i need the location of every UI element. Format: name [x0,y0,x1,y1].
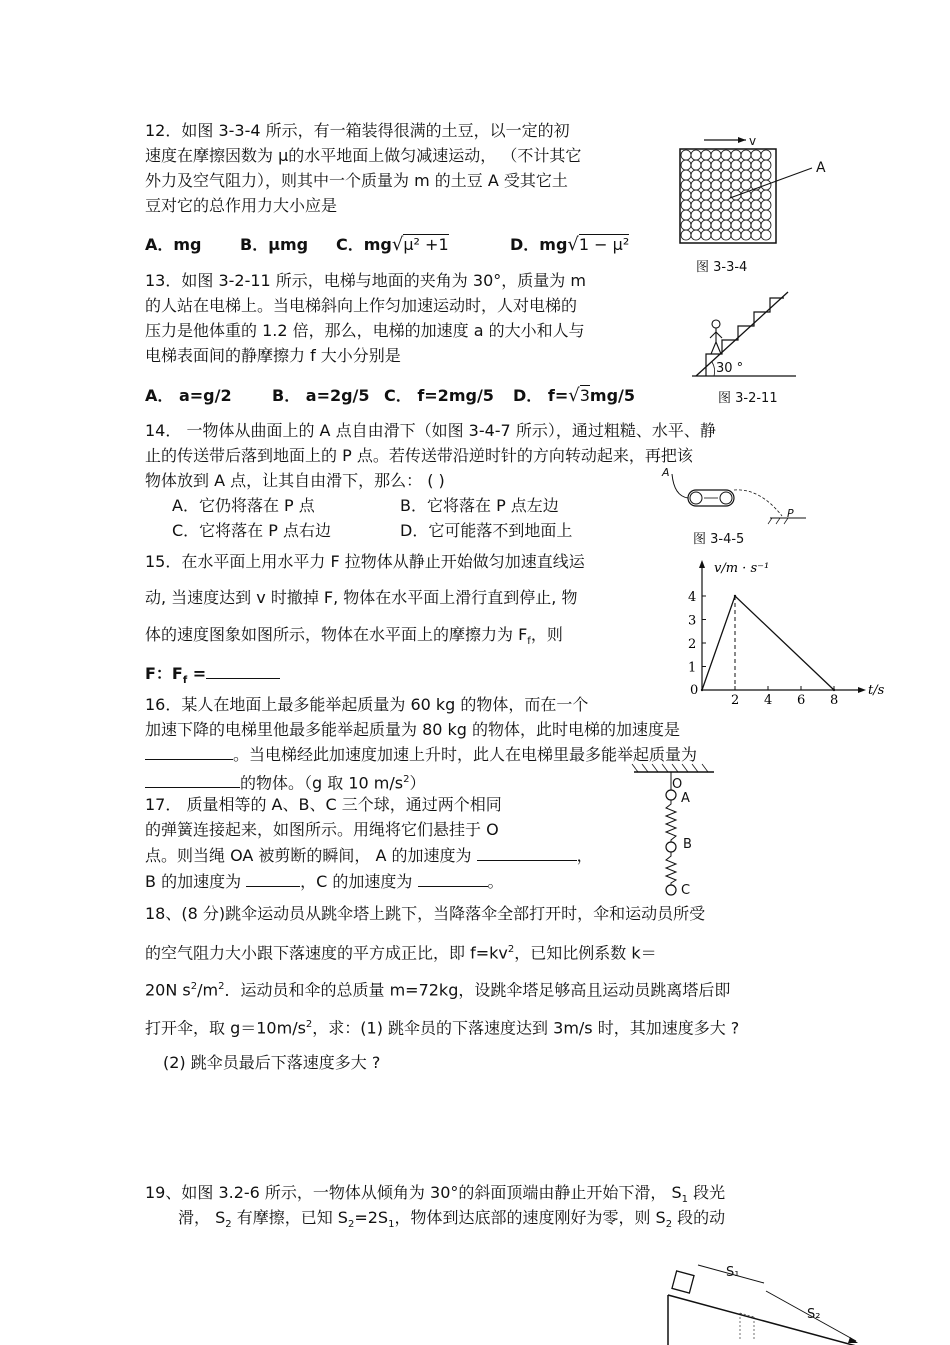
q17-a-accel-blank[interactable] [477,860,577,861]
q15-answer-blank[interactable] [206,678,280,679]
x-tick-label: 6 [797,693,806,706]
potato-velocity-label: v [749,134,757,148]
q19-line-2-c: =2S [354,1208,389,1227]
q18-line-3 [145,977,730,1000]
q13-option-d-radicand: 3 [579,386,590,405]
q19-line-2-sub3: 1 [388,1219,395,1231]
q19-line-1-end: 段光 [688,1183,726,1202]
fig-3-4-5-caption: 图 3-4-5 [693,532,745,547]
q19-line-2 [178,1208,725,1235]
q16-line-4-sup: 2 [403,774,410,785]
chart-origin-label: 0 [690,683,699,698]
x-tick-label: 8 [830,693,839,706]
q15-ratio-sub: f [182,675,188,687]
q15-line-2: 动, 当速度达到 v 时撤掉 F, 物体在水平面上滑行直到停止, 物 [145,588,578,607]
q17-line-2: 的弹簧连接起来，如图所示。用绳将它们悬挂于 O [145,820,499,839]
q17-line-1: 17． 质量相等的 A、B、C 三个球，通过两个相同 [145,795,502,814]
q14-line-3: 物体放到 A 点，让其自由滑下，那么： ( ) [145,471,445,490]
y-tick-label: 1 [688,660,697,676]
q18-line-2 [145,940,657,963]
q13-line-2: 的人站在电梯上。当电梯斜向上作匀加速运动时，人对电梯的 [145,296,578,315]
q12-option-a: A．mg [145,235,202,254]
q17-line-3 [145,846,593,866]
q18-line-4-sup: 2 [305,1019,313,1030]
q18-line-5: (2) 跳伞员最后下落速度多大 ? [163,1053,381,1072]
y-tick-label: 3 [688,613,697,629]
chart-y-arrow [699,560,705,568]
chart-x-label: t/s [868,683,885,698]
q16-line-4-text: 的物体。（g 取 10 m/s [240,773,404,793]
q19-line-2-sub2: 2 [347,1219,355,1231]
q18-line-2-text: 的空气阻力大小跟下落速度的平方成正比，即 f=kv [145,943,508,963]
q12-option-c-label: C．mg [336,235,392,254]
fig-3-2-11-caption: 图 3-2-11 [718,391,778,406]
q13-line-4: 电梯表面间的静摩擦力 f 大小分别是 [145,346,401,365]
q19-line-2-a: 滑， S [178,1208,226,1227]
spring-b-label: B [683,837,692,852]
q16-line-2: 加速下降的电梯里他最多能举起质量为 80 kg 的物体，此时电梯的加速度是 [145,720,681,739]
spring-o-label: O [672,777,683,792]
incline-s1-label: S₁ [726,1265,740,1280]
velocity-series-line [702,596,834,690]
q16-line-3-text: 。当电梯经此加速度加速上升时，此人在电梯里最多能举起质量为 [233,745,698,764]
q12-option-c: C．mg√μ² +1 [336,234,449,255]
chart-x-arrow [858,687,866,693]
q12-option-c-radicand: μ² +1 [403,235,449,254]
q15-ratio-eq: = [187,664,207,683]
q18-line-2-end: ，已知比例系数 k＝ [514,943,657,963]
incline-figure [660,1255,870,1345]
q16-line-4-end: ） [409,773,426,793]
q16-acceleration-blank[interactable] [145,759,233,760]
q17-line-4-mid: ，C 的加速度为 [300,872,413,891]
q14-line-2: 止的传送带后落到地面上的 P 点。若传送带沿逆时针的方向转动起来，再把该 [145,446,693,465]
q17-c-accel-blank[interactable] [418,886,488,887]
q13-line-3: 压力是他体重的 1.2 倍，那么，电梯的加速度 a 的大小和人与 [145,321,585,340]
y-tick-label: 4 [688,590,697,605]
q16-line-4 [145,770,425,793]
q18-line-3-mid: /m [197,980,219,1000]
q15-ratio-prefix: F：F [145,664,183,683]
q12-option-d: D．mg√1 − μ² [510,234,630,255]
q14-option-c: C．它将落在 P 点右边 [172,521,331,540]
q19-line-2-sub1: 2 [225,1219,232,1231]
q12-line-2: 速度在摩擦因数为 μ的水平地面上做匀减速运动， （不计其它 [145,146,582,165]
q13-option-d: D． f=√3mg/5 [513,385,636,406]
escalator-angle-label: 30 ° [716,361,744,376]
velocity-data-point [833,689,835,691]
q18-line-2-sup: 2 [507,944,515,955]
q19-line-2-b: 有摩擦，已知 S [231,1208,348,1227]
q17-line-4 [145,872,504,892]
q19-line-2-sub4: 2 [665,1219,673,1231]
q15-line-3-end: ，则 [530,625,563,644]
q15-line-1: 15．在水平面上用水平力 F 拉物体从静止开始做匀加速直线运 [145,552,585,571]
q19-line-2-e: 段的动 [672,1208,726,1227]
q13-line-1: 13．如图 3-2-11 所示，电梯与地面的夹角为 30°，质量为 m [145,271,586,290]
q18-line-1: 18、(8 分)跳伞运动员从跳伞塔上跳下，当降落伞全部打开时，伞和运动员所受 [145,904,706,923]
q16-line-3 [145,745,697,765]
q15-line-3-sub: f [527,636,531,648]
potato-box-figure [674,132,834,252]
q12-line-4: 豆对它的总作用力大小应是 [145,196,338,215]
q12-line-1: 12．如图 3-3-4 所示，有一箱装得很满的土豆，以一定的初 [145,121,570,140]
q18-line-4 [145,1015,739,1038]
x-tick-label: 2 [731,693,740,706]
velocity-time-chart [666,556,896,706]
q17-line-3-end: ， [576,846,593,865]
q13-option-d-label: D． f= [513,386,569,405]
spring-c-label: C [681,883,691,898]
q12-option-d-radicand: 1 − μ² [578,235,630,254]
x-tick-label: 4 [764,693,773,706]
q17-line-4-end: 。 [487,872,504,891]
q13-option-a: A． a=g/2 [145,386,232,405]
q18-line-3-sup1: 2 [190,981,198,992]
q18-line-3-end: ．运动员和伞的总质量 m=72kg，设跳伞塔足够高且运动员跳离塔后即 [224,980,731,1000]
q18-line-3-sup2: 2 [218,981,225,992]
spring-a-label: A [681,791,690,806]
q19-line-1-sub: 1 [681,1194,688,1206]
q19-line-1 [145,1183,725,1210]
conveyor-p-label: P [787,507,794,520]
q15-line-3-text: 体的速度图象如图所示，物体在水平面上的摩擦力为 F [145,625,528,644]
q18-line-4-end: ，求：(1) 跳伞员的下落速度达到 3m/s 时，其加速度多大 ? [312,1018,740,1038]
q15-line-4 [145,664,280,691]
q13-option-b: B． a=2g/5 [272,386,370,405]
q13-option-c: C． f=2mg/5 [384,386,494,405]
conveyor-a-label: A [662,466,670,479]
chart-y-label: v/m · s⁻¹ [714,561,770,576]
q16-mass-blank[interactable] [145,787,240,788]
q16-line-1: 16．某人在地面上最多能举起质量为 60 kg 的物体，而在一个 [145,695,589,714]
q13-option-d-tail: mg/5 [589,386,636,405]
potato-a-label: A [816,160,826,176]
q14-option-a: A．它仍将落在 P 点 [172,496,315,515]
q12-option-d-label: D．mg [510,235,568,254]
q17-line-4-text: B 的加速度为 [145,872,242,891]
q19-line-2-d: ，物体到达底部的速度刚好为零，则 S [394,1208,666,1227]
incline-s2-label: S₂ [807,1307,821,1322]
velocity-data-point [701,689,703,691]
q14-line-1: 14． 一物体从曲面上的 A 点自由滑下（如图 3-4-7 所示），通过粗糙、水平、静 [145,421,716,440]
q17-b-accel-blank[interactable] [246,886,300,887]
fig-3-3-4-caption: 图 3-3-4 [696,260,748,275]
q18-line-4-text: 打开伞，取 g＝10m/s [145,1018,306,1038]
q18-line-3-text: 20N s [145,980,191,1000]
velocity-data-point [734,595,736,597]
q14-option-b: B．它将落在 P 点左边 [400,496,559,515]
q12-line-3: 外力及空气阻力），则其中一个质量为 m 的土豆 A 受其它土 [145,171,568,190]
y-tick-label: 2 [688,637,697,652]
q15-line-3 [145,625,563,652]
q14-option-d: D．它可能落不到地面上 [400,521,573,540]
q19-line-1-text: 19、如图 3.2-6 所示，一物体从倾角为 30°的斜面顶端由静止开始下滑， S [145,1183,682,1202]
q17-line-3-text: 点。则当绳 OA 被剪断的瞬间， A 的加速度为 [145,846,472,865]
q12-option-b: B．μmg [240,235,309,254]
